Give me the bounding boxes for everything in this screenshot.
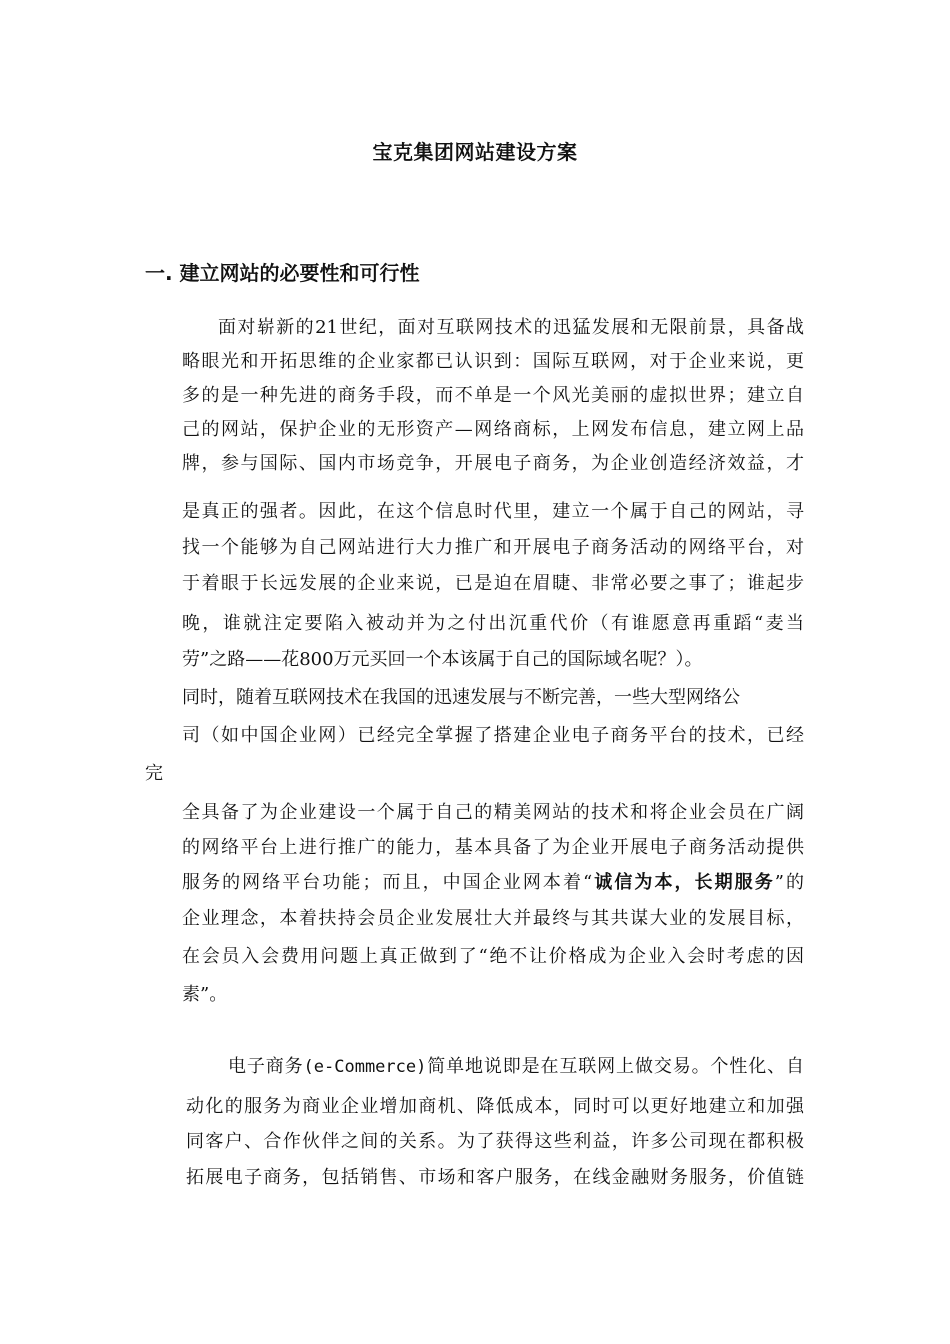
paragraph-1-line: 多的是一种先进的商务手段，而不单是一个风光美丽的虚拟世界；建立自 <box>182 385 804 406</box>
paragraph-1-line: 于着眼于长远发展的企业来说，已是迫在眉睫、非常必要之事了；谁起步 <box>182 573 804 594</box>
paragraph-2-line <box>182 871 804 895</box>
paragraph-3-line: 拓展电子商务，包括销售、市场和客户服务，在线金融财务服务，价值链 <box>186 1167 804 1188</box>
paragraph-1-line: 劳”之路——花800万元买回一个本该属于自己的国际域名呢？）。 <box>182 649 703 670</box>
paragraph-2-line: 司（如中国企业网）已经完全掌握了搭建企业电子商务平台的技术，已经 <box>182 725 804 746</box>
plain-text: ”的 <box>774 872 805 893</box>
plain-text: 服务的网络平台功能；而且，中国企业网本着“ <box>182 872 593 893</box>
paragraph-1-line: 己的网站，保护企业的无形资产—网络商标，上网发布信息，建立网上品 <box>182 419 804 440</box>
paragraph-1-line: 略眼光和开拓思维的企业家都已认识到：国际互联网，对于企业来说，更 <box>182 351 804 372</box>
paragraph-3-line <box>228 1055 804 1079</box>
english-term: (e-Commerce) <box>303 1057 427 1077</box>
emphasis-text: 诚信为本，长期服务 <box>592 872 775 893</box>
paragraph-2-line: 全具备了为企业建设一个属于自己的精美网站的技术和将企业会员在广阔 <box>182 802 804 823</box>
section-heading: 一. 建立网站的必要性和可行性 <box>145 261 420 285</box>
plain-text: 简单地说即是在互联网上做交易。个性化、自 <box>426 1056 805 1077</box>
paragraph-3-line: 同客户、合作伙伴之间的关系。为了获得这些利益，许多公司现在都积极 <box>186 1131 804 1152</box>
paragraph-1-line: 面对崭新的21世纪，面对互联网技术的迅猛发展和无限前景，具备战 <box>218 317 804 338</box>
paragraph-2-line: 同时，随着互联网技术在我国的迅速发展与不断完善，一些大型网络公 <box>182 687 740 708</box>
document-title: 宝克集团网站建设方案 <box>372 140 578 164</box>
paragraph-1-line: 晚，谁就注定要陷入被动并为之付出沉重代价（有谁愿意再重蹈“麦当 <box>182 613 804 634</box>
plain-text: 电子商务 <box>228 1056 304 1077</box>
paragraph-2-line: 在会员入会费用问题上真正做到了“绝不让价格成为企业入会时考虑的因 <box>182 946 804 967</box>
paragraph-2-line: 素”。 <box>182 984 228 1005</box>
paragraph-2-line: 企业理念，本着扶持会员企业发展壮大并最终与其共谋大业的发展目标， <box>182 908 804 929</box>
paragraph-1-line: 牌，参与国际、国内市场竞争，开展电子商务，为企业创造经济效益，才 <box>182 453 804 474</box>
paragraph-2-line: 的网络平台上进行推广的能力，基本具备了为企业开展电子商务活动提供 <box>182 837 804 858</box>
paragraph-1-line: 找一个能够为自己网站进行大力推广和开展电子商务活动的网络平台，对 <box>182 537 804 558</box>
paragraph-3-line: 动化的服务为商业企业增加商机、降低成本，同时可以更好地建立和加强 <box>186 1096 804 1117</box>
paragraph-2-line: 完 <box>145 763 163 784</box>
paragraph-1-line: 是真正的强者。因此，在这个信息时代里，建立一个属于自己的网站，寻 <box>182 501 804 522</box>
